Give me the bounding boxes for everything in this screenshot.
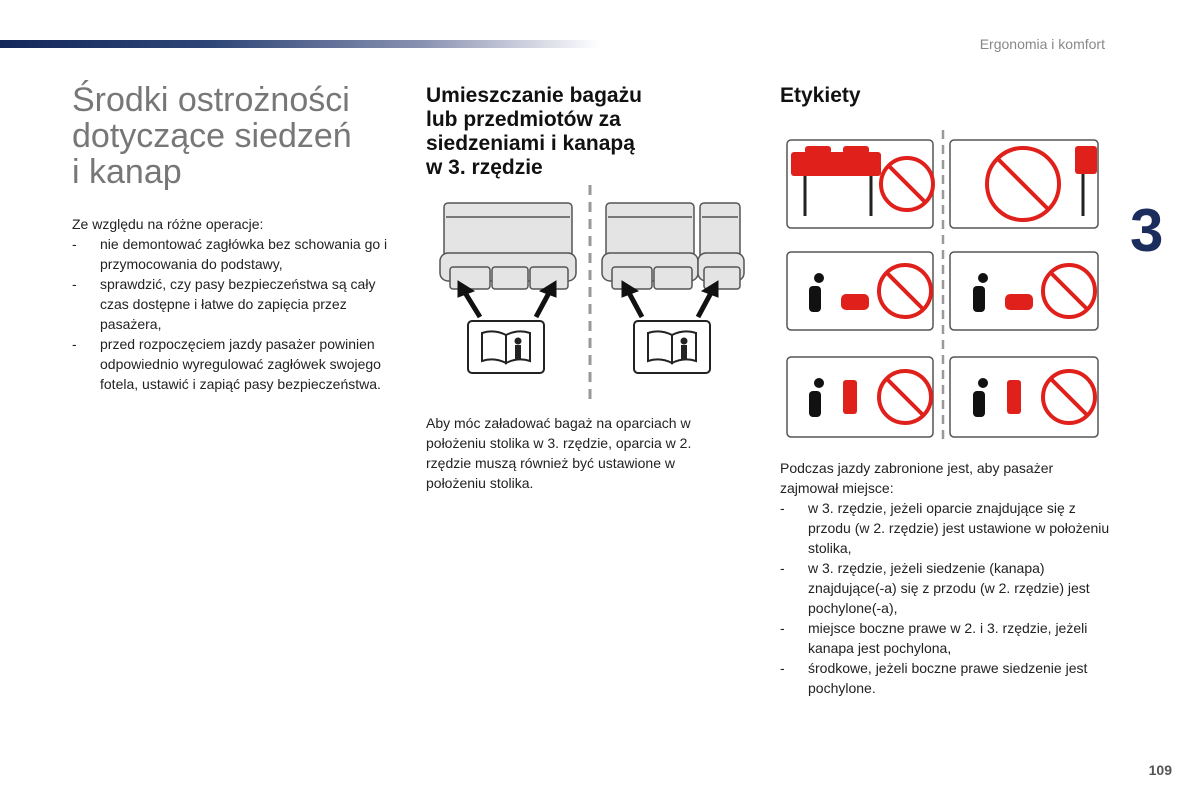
- luggage-heading: Umieszczanie bagażu lub przedmiotów za siedzeniami i kanapą w 3. rzędzie: [426, 84, 642, 179]
- list-item: - nie demontować zagłówka bez schowania go i przymocowania do podstawy,: [72, 234, 402, 274]
- label-panel: [787, 357, 933, 437]
- list-item: - przed rozpoczęciem jazdy pasażer powinien odpowiednio wyregulować zagłówek swojego fotela, ustawić i zapiąć pasy bezpieczeństwa.: [72, 334, 402, 394]
- label-panel: [950, 252, 1098, 330]
- list-item: - w 3. rzędzie, jeżeli siedzenie (kanapa) znajdujące(-a) się z przodu (w 2. rzędzie) jest pochylone(-a),: [780, 558, 1110, 618]
- precautions-list: [72, 234, 402, 394]
- labels-list: [780, 498, 1110, 698]
- list-item: - środkowe, jeżeli boczne prawe siedzenie jest pochylone.: [780, 658, 1110, 698]
- warning-labels-illustration: [783, 130, 1103, 442]
- header-gradient-bar: [0, 40, 600, 48]
- list-item: - miejsce boczne prawe w 2. i 3. rzędzie, jeżeli kanapa jest pochylona,: [780, 618, 1110, 658]
- seat-table-illustration: [436, 185, 748, 400]
- precautions-text: Ze względu na różne operacje: - nie demontować zagłówka bez schowania go i przymocowania do podstawy, - sprawdzić, czy pasy bezpieczeństwa są cały czas dostępne i łatwe do zapięcia przez pasażera, - przed rozpoczęciem jazdy pasażer powinien odpowiednio wyregulować zagłówek swojego fotela, ustawić i zapiąć pasy bezpieczeństwa.: [72, 214, 402, 394]
- chapter-number: 3: [1130, 197, 1164, 264]
- label-panel: [950, 357, 1098, 437]
- luggage-text: Aby móc załadować bagaż na oparciach w położeniu stolika w 3. rzędzie, oparcia w 2. rzędzie muszą również być ustawione w położeniu stolika.: [426, 415, 692, 491]
- bench-seat-illustration: [440, 203, 576, 289]
- list-item: - w 3. rzędzie, jeżeli oparcie znajdujące się z przodu (w 2. rzędzie) jest ustawione w położeniu stolika,: [780, 498, 1110, 558]
- page-title: Środki ostrożności dotyczące siedzeń i kanap: [72, 81, 352, 191]
- list-item: - sprawdzić, czy pasy bezpieczeństwa są cały czas dostępne i łatwe do zapięcia przez pasażera,: [72, 274, 402, 334]
- labels-heading: Etykiety: [780, 84, 861, 107]
- section-title: Ergonomia i komfort: [979, 36, 1105, 52]
- split-seat-illustration: [602, 203, 744, 289]
- labels-text: Podczas jazdy zabronione jest, aby pasażer zajmował miejsce: - w 3. rzędzie, jeżeli oparcie znajdujące się z przodu (w 2. rzędzie) jest ustawione w położeniu stolika, - w 3. rzędzie, jeżeli siedzenie (kanapa) znajdujące(-a) się z przodu (w 2. rzędzie) jest pochylone(-a), - miejsce boczne prawe w 2. i 3. rzędzie, jeżeli kanapa jest pochylona, - środkowe, jeżeli boczne prawe siedzenie jest pochylone.: [780, 458, 1110, 698]
- page-number: 109: [1148, 762, 1172, 778]
